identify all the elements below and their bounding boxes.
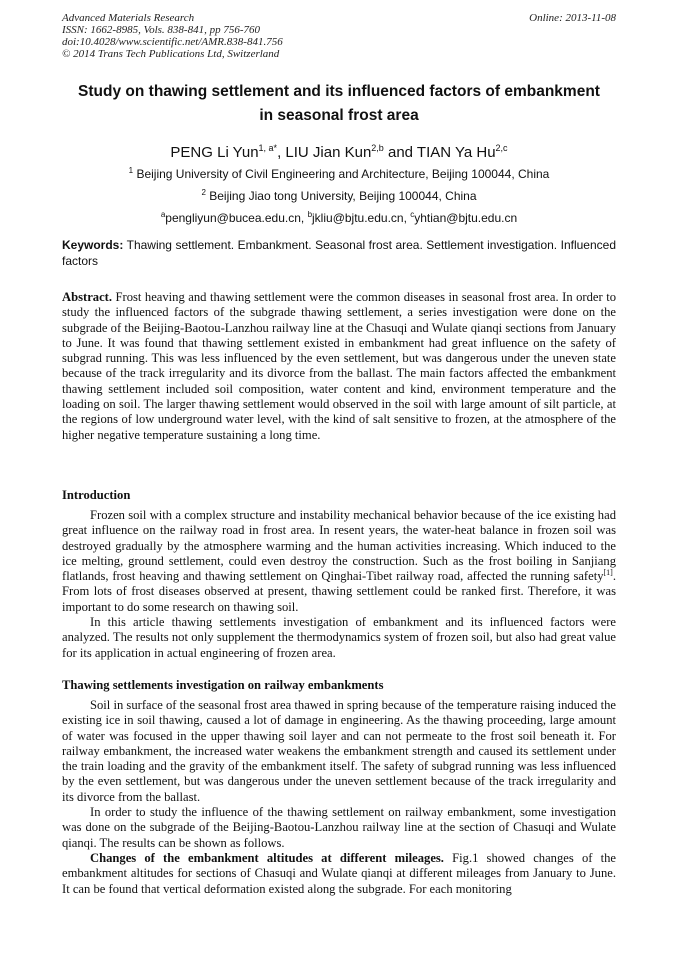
journal-name: Advanced Materials Research	[62, 12, 195, 24]
keywords-text: Thawing settlement. Embankment. Seasonal frost area. Settlement investigation. Influenced factors	[62, 238, 616, 268]
keywords	[62, 238, 616, 269]
subsection-heading: Changes of the embankment altitudes at different mileages.	[90, 850, 444, 865]
email-a[interactable]: pengliyun@bucea.edu.cn,	[165, 211, 308, 225]
email-b[interactable]: jkliu@bjtu.edu.cn,	[312, 211, 411, 225]
section-2-p3-text: Fig.1 showed changes of the embankment altitudes for sections of Chasuqi and Wulate qianqi at different mileages from January to June. It can be found that vertical deformation existed along the subgrade. For each monitoring	[62, 850, 616, 896]
intro-section	[62, 508, 616, 661]
author-list	[62, 139, 616, 162]
affiliation-2	[62, 186, 616, 203]
abstract-label: Abstract.	[62, 290, 113, 304]
issn-line: ISSN: 1662-8985, Vols. 838-841, pp 756-760	[62, 24, 260, 36]
author-2-sup: 2,b	[371, 143, 384, 153]
author-1-sup: 1, a*	[258, 143, 278, 153]
email-c-sup: c	[410, 210, 415, 219]
email-b-sup: b	[307, 210, 313, 219]
title-line-1: Study on thawing settlement and its influenced factors of embankment	[78, 83, 600, 100]
intro-heading: Introduction	[62, 488, 131, 502]
intro-p1-text-cont: . From lots of frost diseases observed at present, thawing settlement could be ranked first. Therefore, it was important to do some research on thawing soil.	[62, 569, 616, 614]
journal-header	[62, 12, 616, 60]
affiliation-1-text: Beijing University of Civil Engineering and Architecture, Beijing 100044, China	[133, 167, 550, 181]
section-2-heading: Thawing settlements investigation on railway embankments	[62, 678, 384, 692]
affiliation-1-sup: 1	[128, 166, 134, 175]
author-3-sup: 2,c	[495, 143, 508, 153]
email-a-sup: a	[160, 210, 166, 219]
paper-title	[62, 80, 616, 128]
abstract-text: Frost heaving and thawing settlement were the common diseases in seasonal frost area. In order to study the influenced factors of the subgrade thawing settlement, a series investigation were done on the subgrade of the Beijing-Baotou-Lanzhou railway line at the Chasuqi and Wulate qianqi sections from January to June. It was found that thawing settlement existed in embankment had great influence on the safety of subgrad running. This was less influenced by the even settlement, but was dangerous under the uneven state because of the track irregularity and its divorce from the ballast. The main factors affected the embankment thawing settlement included soil composition, water content and kind, environment temperature and the loading on soil. The larger thawing settlement would observed in the soil with large amount of silt particle, at the regions of low underground water level, with the kind of salt sensitive to frozen, at the atmosphere of the higher negative temperature sustaining a long time.	[62, 290, 616, 442]
abstract	[62, 290, 616, 443]
email-line	[62, 208, 616, 225]
affiliation-2-text: Beijing Jiao tong University, Beijing 100044, China	[205, 189, 477, 203]
affiliation-2-sup: 2	[201, 188, 206, 197]
author-separator: ,	[277, 144, 286, 161]
reference-1[interactable]: [1]	[603, 568, 613, 577]
intro-paragraph-2: In this article thawing settlements investigation of embankment and its influenced factors were analyzed. The results not only supplement the thermodynamics system of frozen soil, but also had great value for its application in actual engineering of frozen area.	[62, 615, 616, 660]
copyright-line: © 2014 Trans Tech Publications Ltd, Switzerland	[62, 48, 280, 60]
doi-line: doi:10.4028/www.scientific.net/AMR.838-841.756	[62, 36, 283, 48]
affiliation-1	[62, 164, 616, 181]
author-separator: and	[383, 144, 417, 161]
section-2-paragraph-2: In order to study the influence of the thawing settlement on railway embankment, some investigation was done on the subgrade of the Beijing-Baotou-Lanzhou railway line at the section of Chasuqi and Wulate qianqi. The results can be shown as follows.	[62, 805, 616, 850]
author-1: PENG Li Yun	[170, 144, 259, 161]
section-2-paragraph-3	[62, 851, 616, 897]
section-2	[62, 698, 616, 897]
online-date: Online: 2013-11-08	[529, 12, 616, 24]
author-3: TIAN Ya Hu	[416, 144, 496, 161]
intro-paragraph-1	[62, 508, 616, 615]
intro-p1-text: Frozen soil with a complex structure and instability mechanical behavior because of the ice existing had great influence on the railway road in frost area. In resent years, the water-heat balance in frozen soil was destroyed gradually by the atmosphere warming and the human activities increasing. Which induced to the ice melting, ground settlement, could even destroy the construction. Such as the frost boiling in Sanjiang flatlands, frost heaving and thawing settlement on Qinghai-Tibet railway road, affected the running safety	[62, 508, 616, 584]
author-2: LIU Jian Kun	[285, 144, 372, 161]
title-line-2: in seasonal frost area	[259, 107, 419, 124]
section-2-paragraph-1: Soil in surface of the seasonal frost area thawed in spring because of the temperature raising induced the existing ice in soil thawing, caused a lot of damage in engineering. As the thawing proceeding, large amount of water was focused in the upper thawing soil layer and can not permeate to the frost soil beneath it. For railway embankment, the increased water weakens the embankment strength and caused its settlement under the train loading and the gravity of the embankment itself. The safety of subgrad running was less influenced by the even settlement, but was dangerous under the uneven settlement because of the track irregularity and its divorce from the ballast.	[62, 698, 616, 804]
email-c[interactable]: yhtian@bjtu.edu.cn	[414, 211, 518, 225]
keywords-label: Keywords:	[62, 238, 124, 252]
